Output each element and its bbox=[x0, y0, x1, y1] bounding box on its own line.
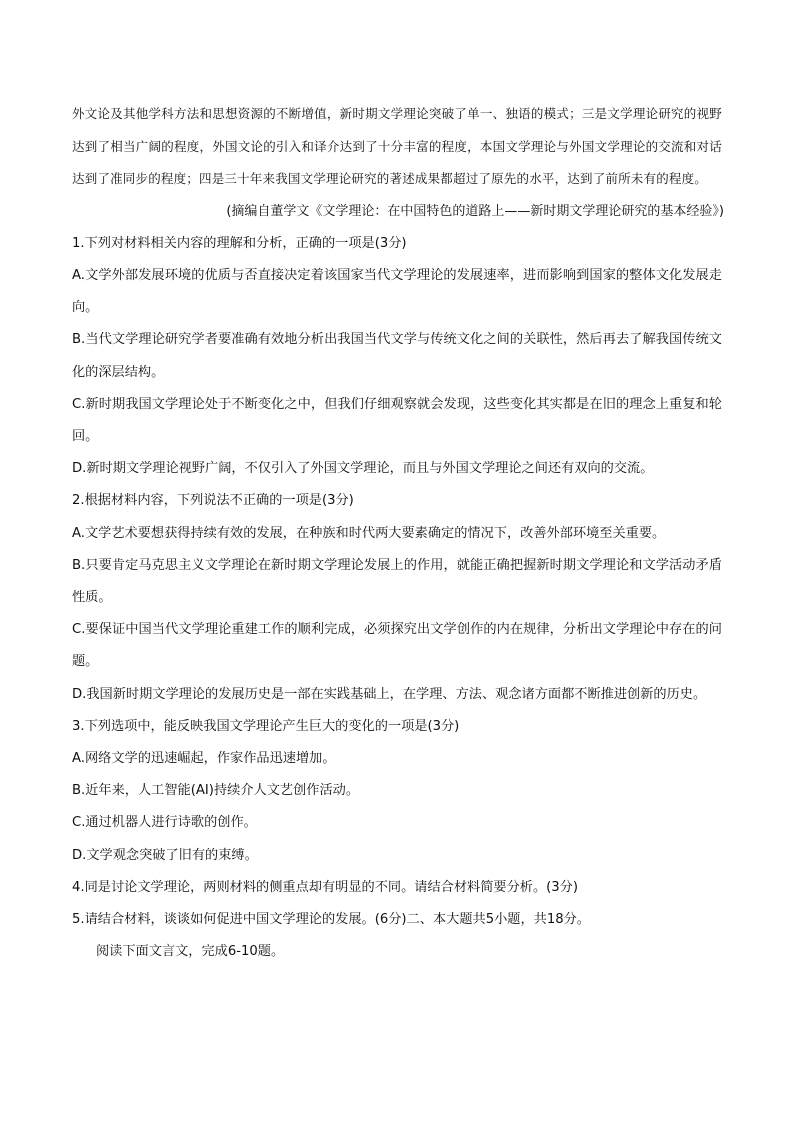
question-1 bbox=[72, 228, 722, 486]
option-b: B.当代文学理论研究学者要准确有效地分析出我国当代文学与传统文化之间的关联性，然后再去了解我国传统文化的深层结构。 bbox=[72, 332, 722, 380]
passage-text: 外文论及其他学科方法和思想资源的不断增值，新时期文学理论突破了单一、独语的模式；三是文学理论研究的视野达到了相当广阔的程度，外国文论的引入和译介达到了十分丰富的程度，本国文学理论与外国文学理论的交流和对话达到了准同步的程度；四是三十年来我国文学理论研究的著述成果都超过了原先的水平，达到了前所未有的程度。 bbox=[72, 106, 722, 187]
option-b: B.近年来，人工智能(AI)持续介人文艺创作活动。 bbox=[72, 783, 360, 799]
option-d: D.我国新时期文学理论的发展历史是一部在实践基础上，在学理、方法、观念诸方面都不断推进创新的历史。 bbox=[72, 686, 707, 702]
option-a: A.文学艺术要想获得持续有效的发展，在种族和时代两大要素确定的情况下，改善外部环境至关重要。 bbox=[72, 525, 666, 541]
question-stem: 2.根据材料内容，下列说法不正确的一项是(3分) bbox=[72, 493, 354, 509]
question-3 bbox=[72, 711, 722, 872]
option-a: A.文学外部发展环境的优质与否直接决定着该国家当代文学理论的发展速率，进而影响到国家的整体文化发展走向。 bbox=[72, 267, 722, 316]
option-c: C.新时期我国文学理论处于不断变化之中，但我们仔细观察就会发现，这些变化其实都是在旧的理念上重复和轮回。 bbox=[72, 396, 722, 444]
question-5 bbox=[72, 904, 722, 936]
passage-source: (摘编自董学文《文学理论：在中国特色的道路上——新时期文学理论研究的基本经验》) bbox=[226, 203, 724, 219]
section-instruction: 阅读下面文言文，完成6-10题。 bbox=[96, 944, 285, 960]
reading-passage bbox=[72, 98, 722, 196]
exam-page bbox=[72, 98, 722, 968]
option-d: D.文学观念突破了旧有的束缚。 bbox=[72, 847, 258, 863]
option-d: D.新时期文学理论视野广阔，不仅引入了外国文学理论，而且与外国文学理论之间还有双向的交流。 bbox=[72, 461, 654, 477]
option-c: C.通过机器人进行诗歌的创作。 bbox=[72, 815, 257, 831]
question-stem: 1.下列对材料相关内容的理解和分析，正确的一项是(3分) bbox=[72, 235, 407, 251]
option-c: C.要保证中国当代文学理论重建工作的顺利完成，必须探究出文学创作的内在规律，分析出文学理论中存在的问题。 bbox=[72, 622, 722, 670]
question-2 bbox=[72, 485, 722, 710]
question-4 bbox=[72, 872, 722, 904]
question-stem: 5.请结合材料，谈谈如何促进中国文学理论的发展。(6分)二、本大题共5小题，共18分。 bbox=[72, 912, 590, 928]
option-a: A.网络文学的迅速崛起，作家作品迅速增加。 bbox=[72, 751, 336, 767]
option-b: B.只要肯定马克思主义文学理论在新时期文学理论发展上的作用，就能正确把握新时期文学理论和文学活动矛盾性质。 bbox=[72, 557, 722, 606]
question-stem: 3.下列选项中，能反映我国文学理论产生巨大的变化的一项是(3分) bbox=[72, 718, 460, 734]
question-stem: 4.同是讨论文学理论，两则材料的侧重点却有明显的不同。请结合材料简要分析。(3分) bbox=[72, 879, 579, 895]
